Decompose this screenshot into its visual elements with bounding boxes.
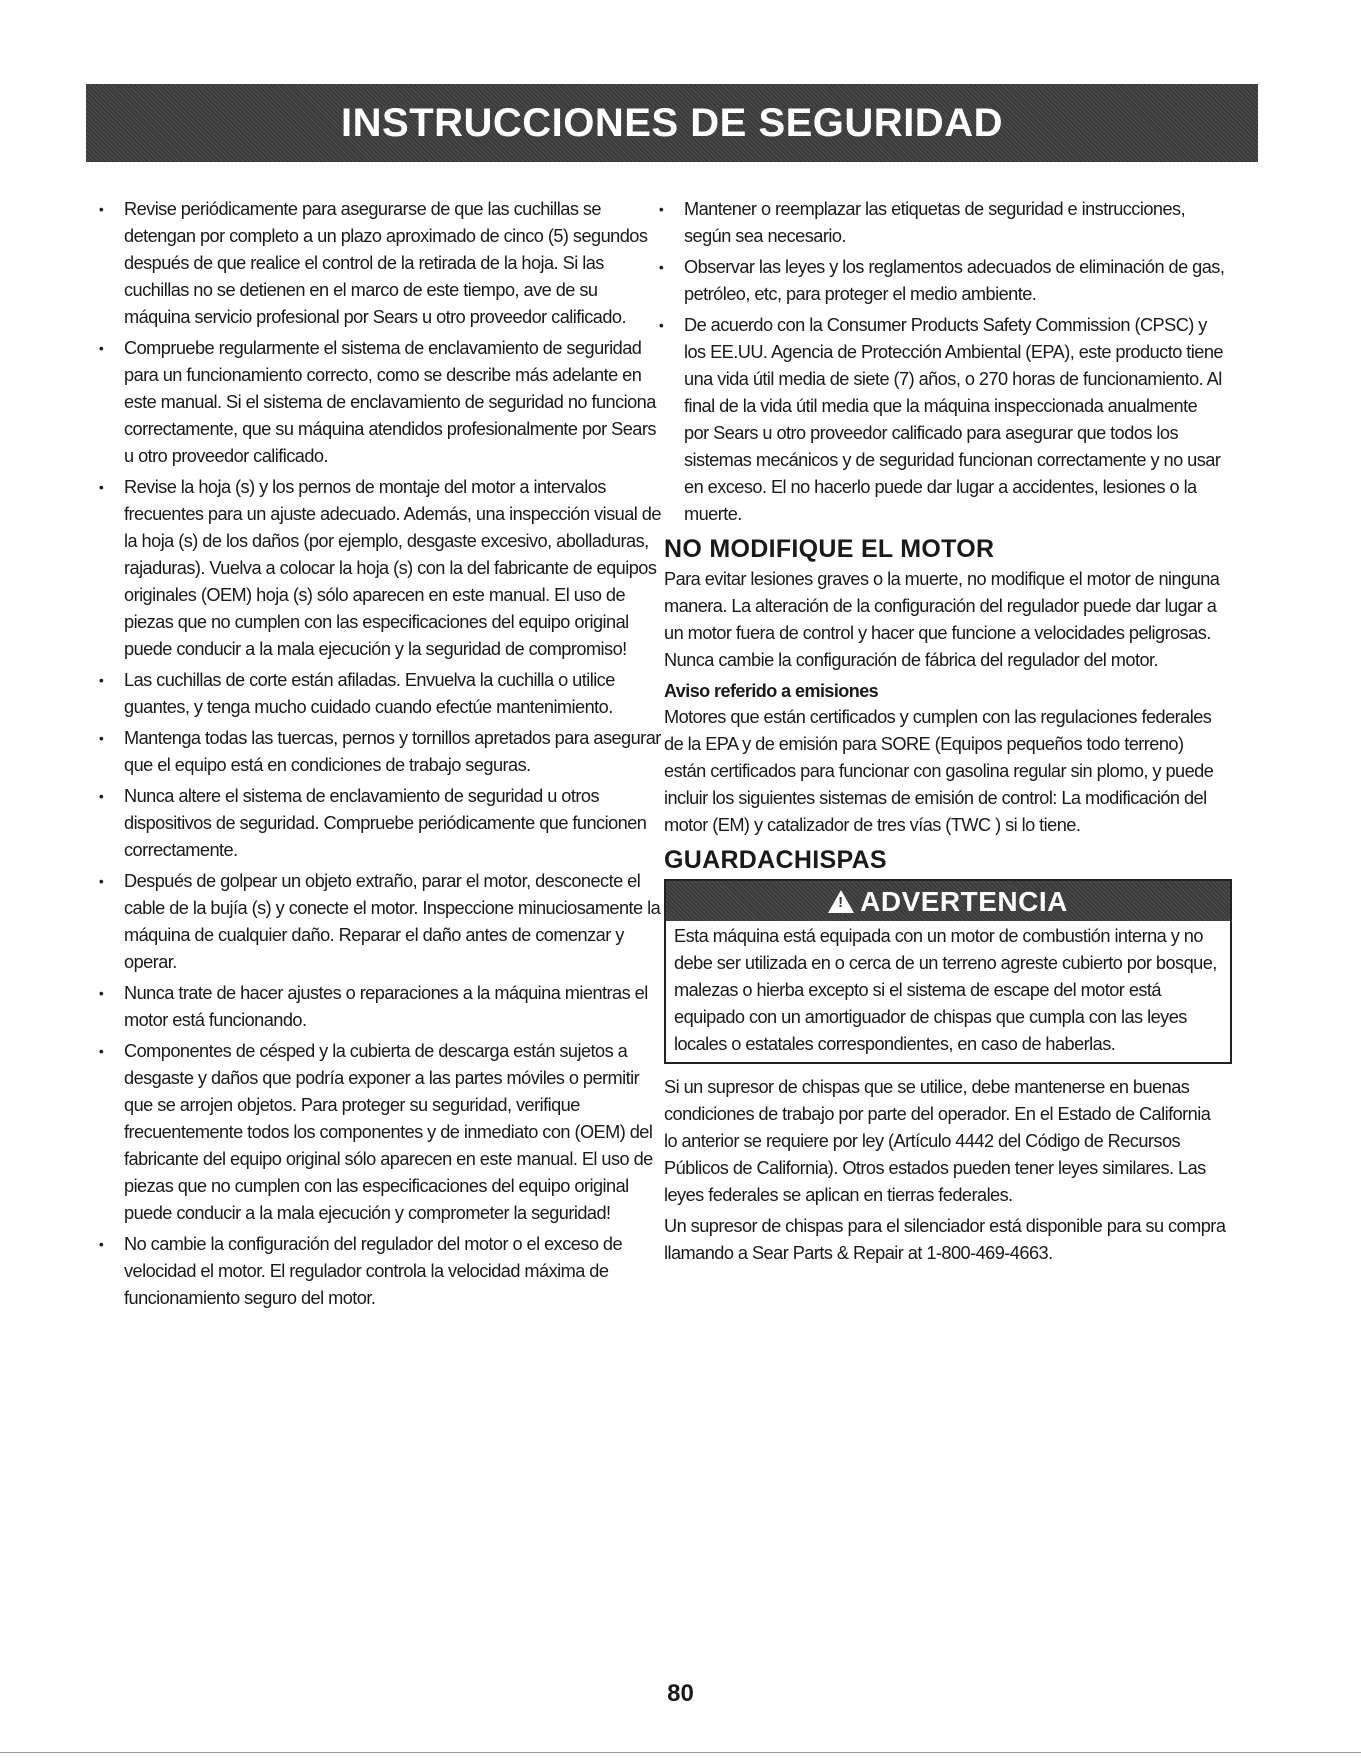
left-bullet-list [96,196,664,1312]
emissions-subheading: Aviso referido a emisiones [664,681,879,701]
left-column [96,196,664,1316]
list-item: • No cambie la configuración del regulador del motor o el exceso de velocidad el motor. El regulador controla la velocidad máxima de funcionamiento seguro del motor. [96,1231,664,1312]
warning-label: ADVERTENCIA [860,885,1068,917]
bullet-icon: • [98,672,104,688]
bullet-icon: • [98,201,104,217]
bullet-icon: • [98,985,104,1001]
list-item: • De acuerdo con la Consumer Products Safety Commission (CPSC) y los EE.UU. Agencia de Protección Ambiental (EPA), este producto tiene una vida útil media de siete (7) años, o 270 horas de funcionamiento. Al final de la vida útil media que la máquina inspeccionada anualmente por Sears u otro proveedor calificado para asegurar que todos los sistemas mecánicos y de seguridad funcionan correctamente y no usar en exceso. El no hacerlo puede dar lugar a accidentes, lesiones o la muerte. [656,312,1226,528]
list-item: • Revise periódicamente para asegurarse de que las cuchillas se detengan por completo a un plazo aproximado de cinco (5) segundos después de que realice el control de la retirada de la hoja. Si las cuchillas no se detienen en el marco de este tiempo, ave de su máquina servicio profesional por Sears u otro proveedor calificado. [96,196,664,331]
warning-header [666,881,1230,921]
spark-paragraph-1: Si un supresor de chispas que se utilice, debe mantenerse en buenas condiciones de trabajo por parte del operador. En el Estado de California lo anterior se requiere por ley (Artículo 4442 del Código de Recursos Públicos de California). Otros estados pueden tener leyes similares. Las leyes federales se aplican en tierras federales. [664,1077,1211,1205]
list-item: • Las cuchillas de corte están afiladas. Envuelva la cuchilla o utilice guantes, y tenga mucho cuidado cuando efectúe mantenimiento. [96,667,664,721]
page-title: INSTRUCCIONES DE SEGURIDAD [341,100,1003,145]
bullet-icon: • [658,259,664,275]
list-item: • Nunca altere el sistema de enclavamiento de seguridad u otros dispositivos de seguridad. Compruebe periódicamente que funcionen correctamente. [96,783,664,864]
list-item: • Compruebe regularmente el sistema de enclavamiento de seguridad para un funcionamiento correcto, como se describe más adelante en este manual. Si el sistema de enclavamiento de seguridad no funciona correctamente, que su máquina atendidos profesionalmente por Sears u otro proveedor calificado. [96,335,664,470]
bullet-icon: • [98,873,104,889]
list-item: • Mantenga todas las tuercas, pernos y tornillos apretados para asegurar que el equipo está en condiciones de trabajo seguras. [96,725,664,779]
spark-paragraph-2: Un supresor de chispas para el silenciador está disponible para su compra llamando a Sear Parts & Repair at 1-800-469-4663. [664,1216,1226,1263]
spark-section-heading: GUARDACHISPAS [664,846,887,874]
list-item: • Revise la hoja (s) y los pernos de montaje del motor a intervalos frecuentes para un ajuste adecuado. Además, una inspección visual de la hoja (s) de los daños (por ejemplo, desgaste excesivo, abolladuras, rajaduras). Vuelva a colocar la hoja (s) con la del fabricante de equipos originales (OEM) hoja (s) sólo aparecen en este manual. El uso de piezas que no cumplen con las especificaciones del equipo original puede conducir a la mala ejecución y la seguridad de compromiso! [96,474,664,663]
bullet-icon: • [98,479,104,495]
right-bullet-list [656,196,1226,528]
bullet-icon: • [98,1043,104,1059]
bullet-icon: • [98,340,104,356]
list-item: • Después de golpear un objeto extraño, parar el motor, desconecte el cable de la bujía (s) y conecte el motor. Inspeccione minuciosamente la máquina de cualquier daño. Reparar el daño antes de comenzar y operar. [96,868,664,976]
motor-section-heading: NO MODIFIQUE EL MOTOR [664,535,995,563]
page-number: 80 [667,1680,694,1707]
warning-triangle-icon: ! [828,890,854,913]
warning-text: Esta máquina está equipada con un motor de combustión interna y no debe ser utilizada en o cerca de un terreno agreste cubierto por bosque, malezas o hierba excepto si el sistema de escape del motor está equipado con un amortiguador de chispas que cumpla con las leyes locales o estatales correspondientes, en caso de haberlas. [674,926,1217,1054]
list-item: • Nunca trate de hacer ajustes o reparaciones a la máquina mientras el motor está funcionando. [96,980,664,1034]
bullet-icon: • [98,1236,104,1252]
emissions-body: Motores que están certificados y cumplen con las regulaciones federales de la EPA y de emisión para SORE (Equipos pequeños todo terreno) están certificados para funcionar con gasolina regular sin plomo, y puede incluir los siguientes sistemas de emisión de control: La modificación del motor (EM) y catalizador de tres vías (TWC ) si lo tiene. [664,707,1214,835]
list-item: • Componentes de césped y la cubierta de descarga están sujetos a desgaste y daños que podría exponer a las partes móviles o permitir que se arrojen objetos. Para proteger su seguridad, verifique frecuentemente todos los componentes y de inmediato con (OEM) del fabricante del equipo original sólo aparecen en este manual. El uso de piezas que no cumplen con las especificaciones del equipo original puede conducir a la mala ejecución y comprometer la seguridad! [96,1038,664,1227]
page-title-banner [86,84,1258,162]
right-column [656,196,1226,1271]
bullet-icon: • [658,201,664,217]
list-item: • Mantener o reemplazar las etiquetas de seguridad e instrucciones, según sea necesario. [656,196,1226,250]
warning-box [664,879,1232,1064]
motor-section-body: Para evitar lesiones graves o la muerte, no modifique el motor de ninguna manera. La alteración de la configuración del regulador puede dar lugar a un motor fuera de control y hacer que funcione a velocidades peligrosas. Nunca cambie la configuración de fábrica del regulador del motor. [664,569,1220,670]
bullet-icon: • [658,317,664,333]
bottom-divider [0,1752,1361,1753]
bullet-icon: • [98,730,104,746]
bullet-icon: • [98,788,104,804]
list-item: • Observar las leyes y los reglamentos adecuados de eliminación de gas, petróleo, etc, para proteger el medio ambiente. [656,254,1226,308]
